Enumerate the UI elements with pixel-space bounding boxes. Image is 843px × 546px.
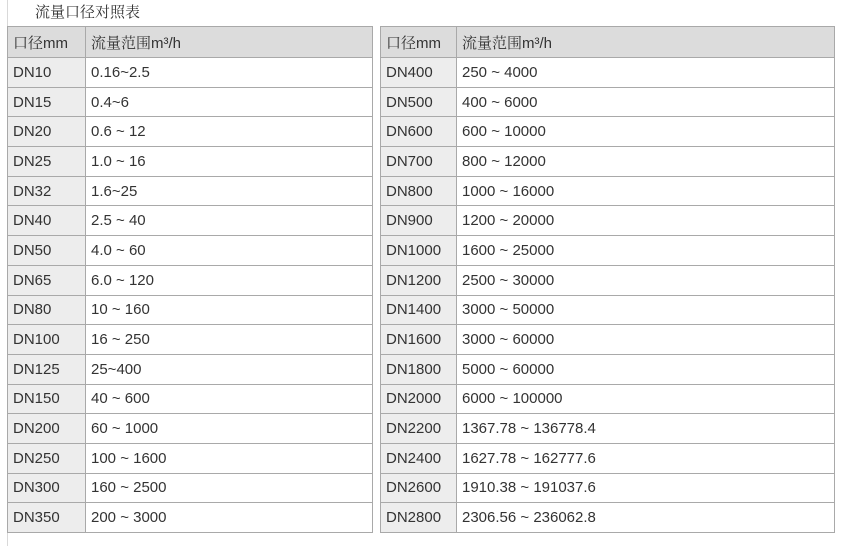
flow-range-cell: 0.16~2.5 bbox=[86, 58, 373, 88]
diameter-cell: DN2000 bbox=[381, 384, 457, 414]
flow-range-cell: 3000 ~ 50000 bbox=[457, 295, 835, 325]
diameter-cell: DN2400 bbox=[381, 443, 457, 473]
table-row bbox=[381, 473, 835, 503]
table-row bbox=[8, 206, 373, 236]
diameter-cell: DN32 bbox=[8, 176, 86, 206]
diameter-cell: DN65 bbox=[8, 265, 86, 295]
flow-table-left bbox=[7, 26, 373, 533]
flow-range-cell: 40 ~ 600 bbox=[86, 384, 373, 414]
table-row bbox=[8, 87, 373, 117]
flow-range-cell: 800 ~ 12000 bbox=[457, 147, 835, 177]
diameter-cell: DN1400 bbox=[381, 295, 457, 325]
diameter-cell: DN300 bbox=[8, 473, 86, 503]
diameter-cell: DN10 bbox=[8, 58, 86, 88]
flow-range-cell: 1.6~25 bbox=[86, 176, 373, 206]
table-row bbox=[381, 117, 835, 147]
table-row bbox=[381, 443, 835, 473]
table-row bbox=[8, 265, 373, 295]
table-row bbox=[8, 147, 373, 177]
table-row bbox=[381, 176, 835, 206]
flow-range-cell: 2306.56 ~ 236062.8 bbox=[457, 503, 835, 533]
table-row bbox=[8, 236, 373, 266]
table-row bbox=[381, 265, 835, 295]
flow-diameter-tables bbox=[7, 26, 835, 533]
flow-range-cell: 60 ~ 1000 bbox=[86, 414, 373, 444]
table-row bbox=[381, 503, 835, 533]
flow-range-cell: 100 ~ 1600 bbox=[86, 443, 373, 473]
diameter-cell: DN500 bbox=[381, 87, 457, 117]
table-row bbox=[8, 473, 373, 503]
flow-range-cell: 2.5 ~ 40 bbox=[86, 206, 373, 236]
diameter-cell: DN900 bbox=[381, 206, 457, 236]
diameter-cell: DN800 bbox=[381, 176, 457, 206]
flow-range-cell: 2500 ~ 30000 bbox=[457, 265, 835, 295]
table-row bbox=[8, 176, 373, 206]
table-row bbox=[381, 384, 835, 414]
table-row bbox=[8, 325, 373, 355]
flow-range-cell: 250 ~ 4000 bbox=[457, 58, 835, 88]
flow-range-cell: 4.0 ~ 60 bbox=[86, 236, 373, 266]
table-row bbox=[8, 354, 373, 384]
flow-range-cell: 400 ~ 6000 bbox=[457, 87, 835, 117]
diameter-cell: DN20 bbox=[8, 117, 86, 147]
table-row bbox=[8, 295, 373, 325]
flow-range-cell: 0.4~6 bbox=[86, 87, 373, 117]
diameter-cell: DN40 bbox=[8, 206, 86, 236]
table-row bbox=[381, 58, 835, 88]
table-body bbox=[8, 58, 373, 533]
table-body bbox=[381, 58, 835, 533]
flow-range-cell: 1.0 ~ 16 bbox=[86, 147, 373, 177]
flow-range-cell: 1600 ~ 25000 bbox=[457, 236, 835, 266]
flow-range-cell: 160 ~ 2500 bbox=[86, 473, 373, 503]
table-row bbox=[381, 206, 835, 236]
diameter-cell: DN25 bbox=[8, 147, 86, 177]
diameter-cell: DN150 bbox=[8, 384, 86, 414]
flow-range-cell: 1627.78 ~ 162777.6 bbox=[457, 443, 835, 473]
diameter-cell: DN1000 bbox=[381, 236, 457, 266]
flow-range-cell: 600 ~ 10000 bbox=[457, 117, 835, 147]
diameter-cell: DN125 bbox=[8, 354, 86, 384]
flow-range-cell: 16 ~ 250 bbox=[86, 325, 373, 355]
flow-range-cell: 1910.38 ~ 191037.6 bbox=[457, 473, 835, 503]
flow-range-column-header: 流量范围m³/h bbox=[86, 27, 373, 58]
flow-range-cell: 3000 ~ 60000 bbox=[457, 325, 835, 355]
table-row bbox=[8, 443, 373, 473]
flow-range-cell: 1000 ~ 16000 bbox=[457, 176, 835, 206]
flow-range-column-header: 流量范围m³/h bbox=[457, 27, 835, 58]
diameter-cell: DN100 bbox=[8, 325, 86, 355]
flow-range-cell: 1200 ~ 20000 bbox=[457, 206, 835, 236]
table-row bbox=[8, 414, 373, 444]
flow-range-cell: 25~400 bbox=[86, 354, 373, 384]
diameter-cell: DN400 bbox=[381, 58, 457, 88]
flow-range-cell: 1367.78 ~ 136778.4 bbox=[457, 414, 835, 444]
diameter-cell: DN1800 bbox=[381, 354, 457, 384]
header-row bbox=[8, 27, 373, 58]
page-title: 流量口径对照表 bbox=[35, 4, 141, 21]
flow-range-cell: 200 ~ 3000 bbox=[86, 503, 373, 533]
table-row bbox=[381, 414, 835, 444]
table-header bbox=[381, 27, 835, 58]
table-row bbox=[381, 325, 835, 355]
flow-range-cell: 5000 ~ 60000 bbox=[457, 354, 835, 384]
table-row bbox=[8, 58, 373, 88]
diameter-cell: DN1200 bbox=[381, 265, 457, 295]
diameter-cell: DN200 bbox=[8, 414, 86, 444]
flow-range-cell: 10 ~ 160 bbox=[86, 295, 373, 325]
diameter-cell: DN600 bbox=[381, 117, 457, 147]
diameter-cell: DN50 bbox=[8, 236, 86, 266]
table-row bbox=[8, 117, 373, 147]
diameter-cell: DN2800 bbox=[381, 503, 457, 533]
table-header bbox=[8, 27, 373, 58]
table-row bbox=[381, 354, 835, 384]
table-row bbox=[8, 384, 373, 414]
table-row bbox=[381, 147, 835, 177]
table-row bbox=[381, 87, 835, 117]
diameter-cell: DN15 bbox=[8, 87, 86, 117]
flow-range-cell: 0.6 ~ 12 bbox=[86, 117, 373, 147]
flow-table-right bbox=[380, 26, 835, 533]
diameter-cell: DN350 bbox=[8, 503, 86, 533]
diameter-cell: DN1600 bbox=[381, 325, 457, 355]
diameter-cell: DN2200 bbox=[381, 414, 457, 444]
flow-range-cell: 6.0 ~ 120 bbox=[86, 265, 373, 295]
header-row bbox=[381, 27, 835, 58]
diameter-cell: DN80 bbox=[8, 295, 86, 325]
diameter-cell: DN2600 bbox=[381, 473, 457, 503]
diameter-column-header: 口径mm bbox=[381, 27, 457, 58]
diameter-cell: DN700 bbox=[381, 147, 457, 177]
table-row bbox=[8, 503, 373, 533]
flow-range-cell: 6000 ~ 100000 bbox=[457, 384, 835, 414]
table-row bbox=[381, 236, 835, 266]
diameter-column-header: 口径mm bbox=[8, 27, 86, 58]
table-row bbox=[381, 295, 835, 325]
diameter-cell: DN250 bbox=[8, 443, 86, 473]
